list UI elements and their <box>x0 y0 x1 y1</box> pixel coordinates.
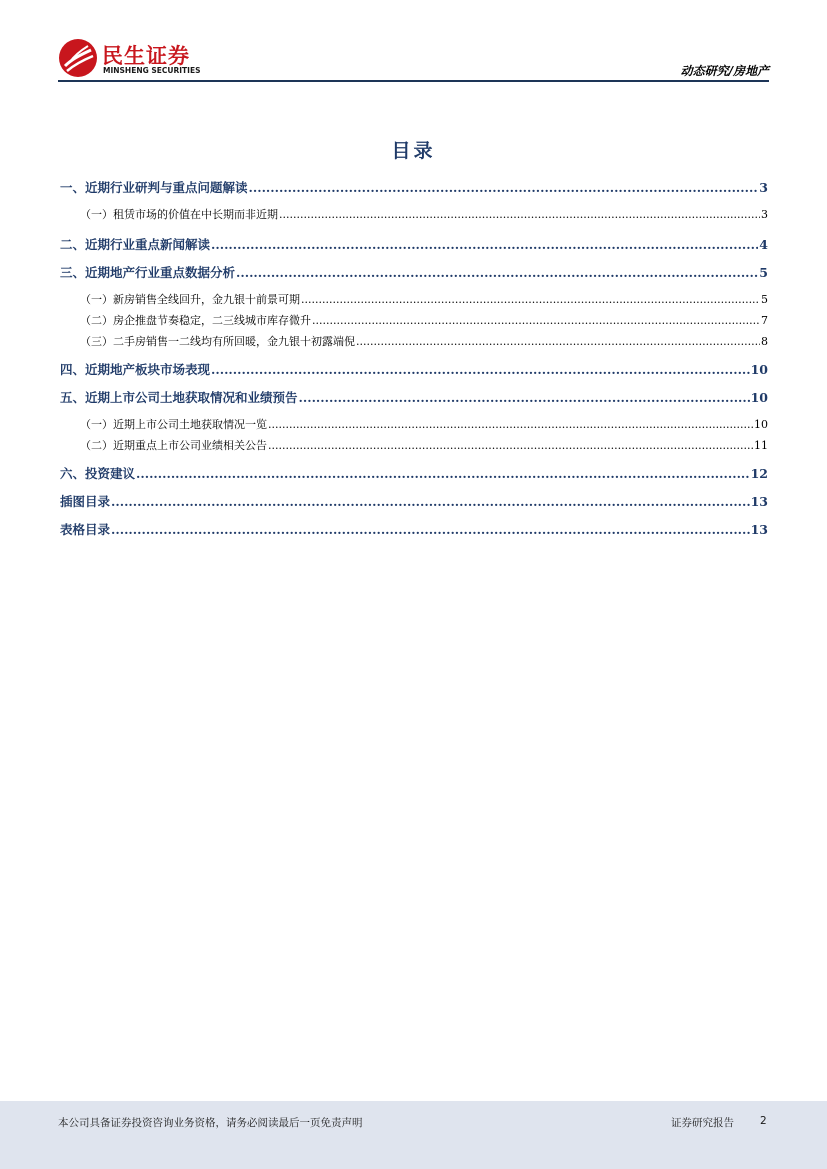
toc-leader-dots <box>268 439 753 452</box>
logo-chinese-text: 民生证券 <box>102 44 190 68</box>
toc-entry-page: 3 <box>761 208 768 221</box>
footer-disclaimer: 本公司具备证券投资咨询业务资格，请务必阅读最后一页免责声明 <box>58 1117 363 1129</box>
toc-subentry[interactable] <box>60 291 768 309</box>
toc-subentry[interactable] <box>60 333 768 351</box>
toc-entry-text: 一、近期行业研判与重点问题解读 <box>60 180 248 195</box>
toc-subentry[interactable] <box>60 312 768 330</box>
toc-entry-text: 四、近期地产板块市场表现 <box>60 362 211 377</box>
toc-entry[interactable] <box>60 492 768 510</box>
toc-leader-dots <box>111 494 750 509</box>
toc-entry-page: 11 <box>754 439 768 452</box>
toc-entry-page: 13 <box>750 494 768 509</box>
toc-entry-text: （一）近期上市公司土地获取情况一览 <box>80 418 267 431</box>
toc-entry-page: 10 <box>754 418 768 431</box>
toc-entry[interactable] <box>60 360 768 378</box>
toc-entry-page: 4 <box>759 237 768 252</box>
toc-entry[interactable] <box>60 235 768 253</box>
toc-entry-text: （二）房企推盘节奏稳定，二三线城市库存微升 <box>80 314 311 327</box>
toc-entry-text: 二、近期行业重点新闻解读 <box>60 237 211 252</box>
toc-leader-dots <box>268 418 753 431</box>
toc-entry-page: 12 <box>750 466 768 481</box>
toc-leader-dots <box>312 314 760 327</box>
toc-entry-text: 六、投资建议 <box>60 466 136 481</box>
toc-entry-page: 13 <box>750 522 768 537</box>
toc-entry[interactable] <box>60 388 768 406</box>
toc-leader-dots <box>111 522 750 537</box>
toc-leader-dots <box>299 390 750 405</box>
toc-leader-dots <box>279 208 760 221</box>
toc-entry-page: 3 <box>759 180 768 195</box>
report-category: 动态研究/房地产 <box>680 64 769 78</box>
toc-leader-dots <box>356 335 760 348</box>
toc-leader-dots <box>136 466 750 481</box>
toc-entry-text: （一）租赁市场的价值在中长期而非近期 <box>80 208 278 221</box>
toc-subentry[interactable] <box>60 206 768 224</box>
toc-leader-dots <box>301 293 760 306</box>
toc-leader-dots <box>211 237 758 252</box>
toc-entry-page: 7 <box>761 314 768 327</box>
minsheng-logo <box>58 38 218 80</box>
toc-entry-page: 5 <box>761 293 768 306</box>
toc-entry-page: 10 <box>750 390 768 405</box>
toc-entry-page: 10 <box>750 362 768 377</box>
header-divider <box>58 80 769 82</box>
toc-subentry[interactable] <box>60 437 768 455</box>
footer-page-number: 2 <box>760 1115 767 1127</box>
toc-entry[interactable] <box>60 520 768 538</box>
toc-leader-dots <box>211 362 750 377</box>
toc-title: 目录 <box>391 140 436 162</box>
page-footer <box>0 1101 827 1169</box>
toc-entry-page: 5 <box>759 265 768 280</box>
toc-leader-dots <box>236 265 758 280</box>
page-header <box>0 0 827 82</box>
toc-entry-text: 五、近期上市公司土地获取情况和业绩预告 <box>60 390 298 405</box>
toc-subentry[interactable] <box>60 416 768 434</box>
toc-entry-text: （二）近期重点上市公司业绩相关公告 <box>80 439 267 452</box>
toc-entry-text: 三、近期地产行业重点数据分析 <box>60 265 236 280</box>
toc-entry-text: 插图目录 <box>60 494 111 509</box>
toc-entry-text: （一）新房销售全线回升，金九银十前景可期 <box>80 293 300 306</box>
toc-entry-text: （三）二手房销售一二线均有所回暖，金九银十初露端倪 <box>80 335 355 348</box>
logo-english-text: MINSHENG SECURITIES <box>103 66 201 75</box>
toc-entry-page: 8 <box>761 335 768 348</box>
toc-entry[interactable] <box>60 464 768 482</box>
toc-leader-dots <box>249 180 759 195</box>
toc-entry[interactable] <box>60 263 768 281</box>
toc-entry-text: 表格目录 <box>60 522 111 537</box>
minsheng-logo-icon <box>58 38 98 78</box>
footer-doc-type: 证券研究报告 <box>671 1117 734 1129</box>
toc-entry[interactable] <box>60 178 768 196</box>
